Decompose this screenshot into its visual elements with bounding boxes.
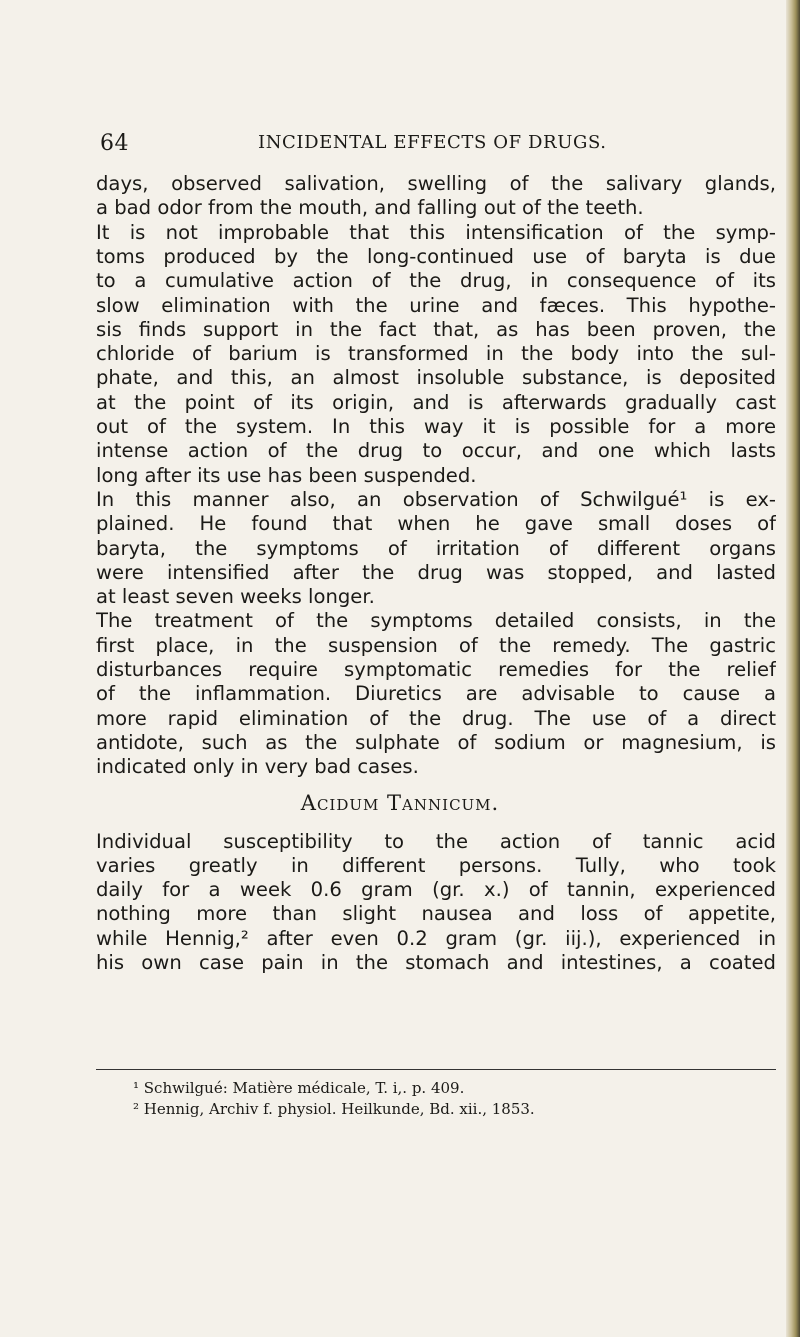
- footnote: ² Hennig, Archiv f. physiol. Heilkunde, Bd. xii., 1853.: [133, 1100, 535, 1118]
- running-title: INCIDENTAL EFFECTS OF DRUGS.: [258, 132, 607, 153]
- body-line: at the point of its origin, and is afterwards gradually cast: [96, 390, 776, 414]
- body-line: were intensified after the drug was stopped, and lasted: [96, 560, 776, 584]
- body-line: It is not improbable that this intensification of the symp-: [96, 220, 776, 244]
- body-line: indicated only in very bad cases.: [96, 755, 419, 779]
- body-line: daily for a week 0.6 gram (gr. x.) of tannin, experienced: [96, 878, 776, 902]
- body-line: at least seven weeks longer.: [96, 585, 375, 609]
- body-line: first place, in the suspension of the remedy. The gastric: [96, 633, 776, 657]
- body-line: toms produced by the long-continued use of baryta is due: [96, 244, 776, 268]
- body-line: plained. He found that when he gave small doses of: [96, 512, 776, 536]
- page-number: 64: [100, 131, 129, 156]
- body-line: nothing more than slight nausea and loss of appetite,: [96, 902, 776, 926]
- body-line: disturbances require symptomatic remedies for the relief: [96, 658, 776, 681]
- body-line: of the inflammation. Diuretics are advisable to cause a: [96, 682, 776, 706]
- body-line: In this manner also, an observation of Schwilgué¹ is ex-: [96, 487, 776, 511]
- body-line: varies greatly in different persons. Tully, who took: [96, 853, 776, 877]
- section-heading: Acidum Tannicum.: [300, 791, 500, 815]
- body-line: more rapid elimination of the drug. The use of a direct: [96, 706, 776, 730]
- footnote: ¹ Schwilgué: Matière médicale, T. i,. p. 409.: [133, 1079, 465, 1097]
- footnote-divider: [96, 1069, 776, 1070]
- body-line: his own case pain in the stomach and intestines, a coated: [96, 951, 776, 974]
- body-line: baryta, the symptoms of irritation of different organs: [96, 536, 776, 560]
- body-line: to a cumulative action of the drug, in consequence of its: [96, 269, 776, 293]
- body-line: intense action of the drug to occur, and one which lasts: [96, 439, 776, 463]
- body-line: Individual susceptibility to the action of tannic acid: [96, 829, 776, 853]
- body-line: The treatment of the symptoms detailed consists, in the: [96, 609, 776, 633]
- body-line: out of the system. In this way it is possible for a more: [96, 415, 776, 438]
- body-line: phate, and this, an almost insoluble substance, is deposited: [96, 366, 776, 390]
- page-edge-shadow: [786, 0, 800, 1337]
- body-line: long after its use has been suspended.: [96, 463, 477, 487]
- body-line: while Hennig,² after even 0.2 gram (gr. iij.), experienced in: [96, 926, 776, 950]
- body-line: slow elimination with the urine and fæces. This hypothe-: [96, 293, 776, 317]
- body-line: antidote, such as the sulphate of sodium or magnesium, is: [96, 730, 776, 754]
- body-line: a bad odor from the mouth, and falling out of the teeth.: [96, 196, 644, 220]
- body-line: sis finds support in the fact that, as has been proven, the: [96, 317, 776, 341]
- body-line: chloride of barium is transformed in the body into the sul-: [96, 342, 776, 366]
- body-line: days, observed salivation, swelling of the salivary glands,: [96, 172, 776, 195]
